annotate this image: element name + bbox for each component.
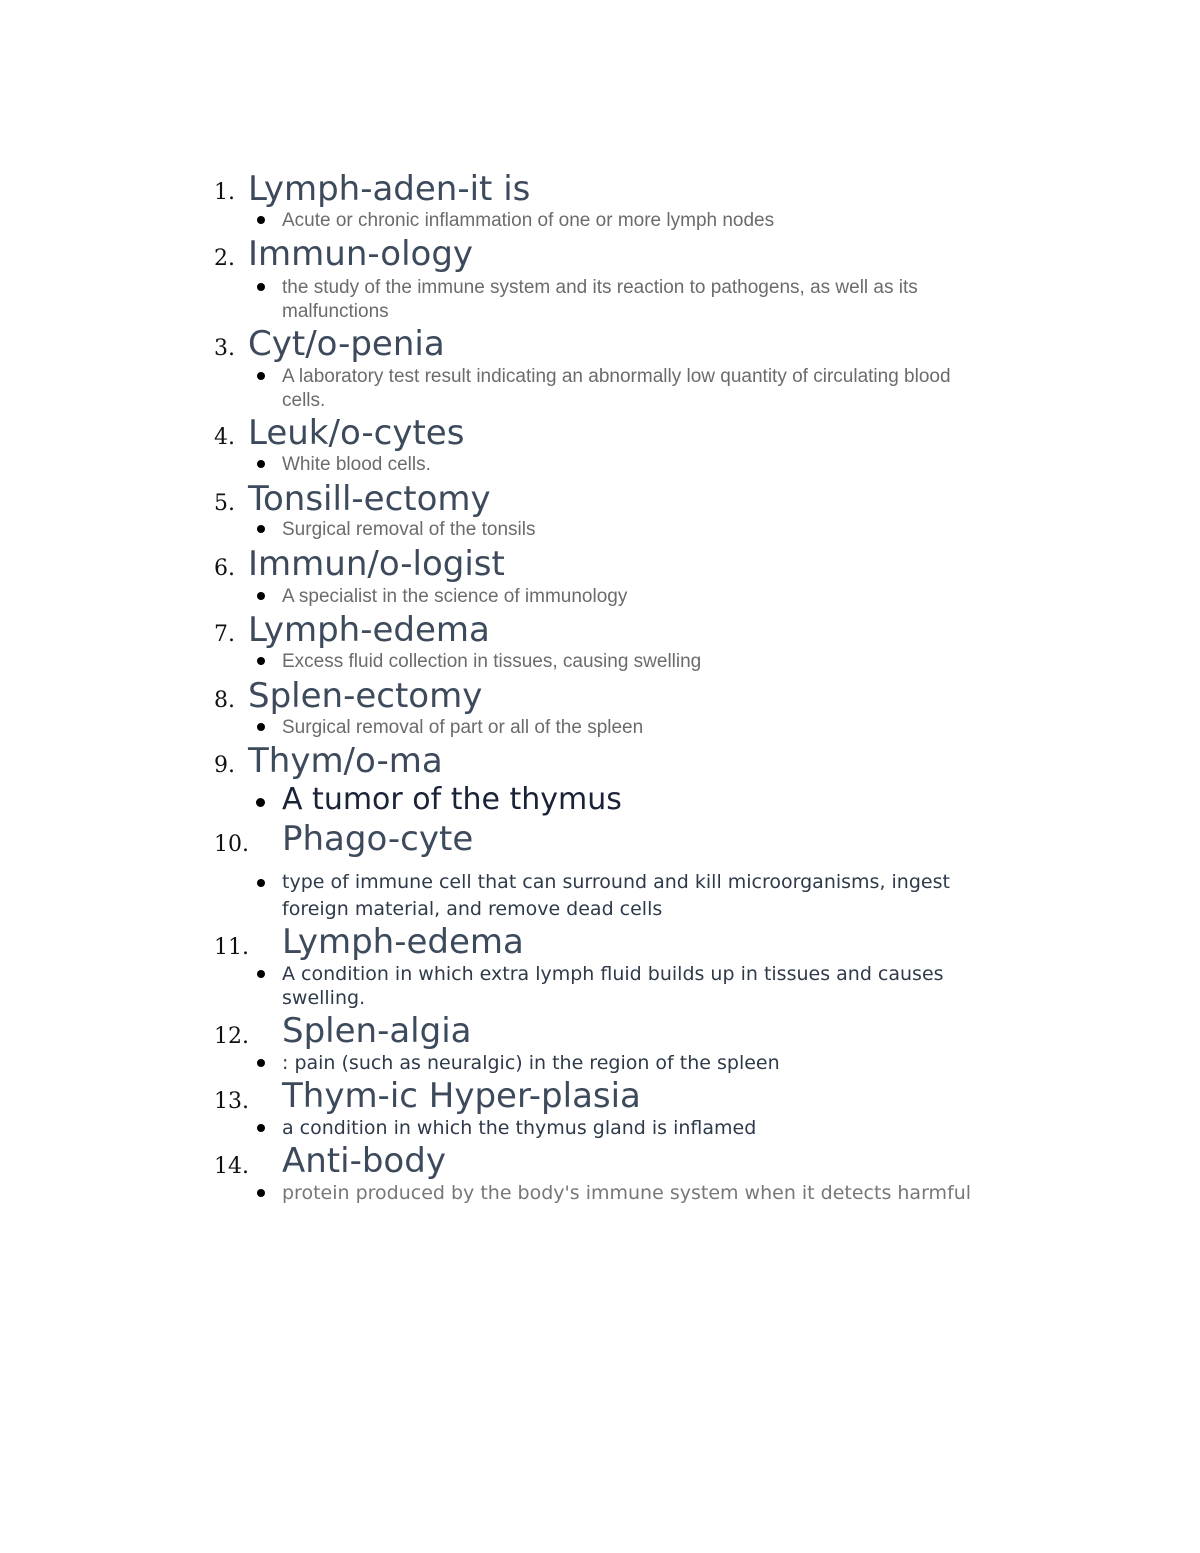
definition-text: A laboratory test result indicating an abnormally low quantity of circulating blood [282,366,951,387]
item-number: 3. [214,336,235,361]
definition-text: Surgical removal of the tonsils [282,519,536,540]
bullet-icon [256,798,265,807]
bullet-icon [257,592,265,600]
term-heading: Splen-algia [282,1011,472,1051]
bullet-icon [257,723,265,731]
item-number: 9. [214,753,235,778]
definition-text: type of immune cell that can surround and kill microorganisms, ingest [282,871,950,893]
item-number: 14. [214,1154,249,1179]
item-number: 8. [214,688,235,713]
definition-text: swelling. [282,987,366,1009]
definition-text: a condition in which the thymus gland is inflamed [282,1117,757,1139]
bullet-icon [257,1059,265,1067]
item-number: 7. [214,622,235,647]
term-heading: Phago-cyte [282,819,474,859]
definition-text: Surgical removal of part or all of the spleen [282,717,644,738]
term-heading: Thym/o-ma [248,741,443,781]
term-heading: Lymph-edema [282,922,524,962]
definition-text: cells. [282,390,326,411]
definition-text: A condition in which extra lymph fluid builds up in tissues and causes [282,963,944,985]
term-heading: Immun/o-logist [248,544,505,584]
term-heading: Splen-ectomy [248,676,483,716]
term-heading: Anti-body [282,1141,446,1181]
item-number: 5. [214,491,235,516]
definition-text: White blood cells. [282,454,431,475]
definition-text: protein produced by the body's immune system when it detects harmful [282,1182,972,1204]
term-heading: Tonsill-ectomy [248,479,491,519]
bullet-icon [257,372,265,380]
bullet-icon [257,283,265,291]
item-number: 11. [214,935,249,960]
definition-text: the study of the immune system and its reaction to pathogens, as well as its [282,277,918,298]
definition-text: A tumor of the thymus [282,782,622,817]
definition-text: foreign material, and remove dead cells [282,898,663,920]
definition-text: Excess fluid collection in tissues, causing swelling [282,651,702,672]
item-number: 1. [214,180,235,205]
bullet-icon [257,1124,265,1132]
bullet-icon [257,1189,265,1197]
item-number: 4. [214,425,235,450]
bullet-icon [257,525,265,533]
term-heading: Immun-ology [248,234,474,274]
bullet-icon [257,216,265,224]
bullet-icon [257,879,265,887]
item-number: 6. [214,556,235,581]
definition-text: Acute or chronic inflammation of one or more lymph nodes [282,210,775,231]
term-heading: Leuk/o-cytes [248,413,465,453]
bullet-icon [257,970,265,978]
term-heading: Thym-ic Hyper-plasia [282,1076,641,1116]
term-heading: Cyt/o-penia [248,324,445,364]
item-number: 10. [214,832,249,857]
item-number: 2. [214,246,235,271]
definition-text: malfunctions [282,301,389,322]
term-heading: Lymph-aden-it is [248,169,531,209]
term-heading: Lymph-edema [248,610,490,650]
definition-text: A specialist in the science of immunology [282,586,628,607]
bullet-icon [257,460,265,468]
item-number: 13. [214,1089,249,1114]
bullet-icon [257,657,265,665]
definition-text: : pain (such as neuralgic) in the region of the spleen [282,1052,780,1074]
item-number: 12. [214,1024,249,1049]
